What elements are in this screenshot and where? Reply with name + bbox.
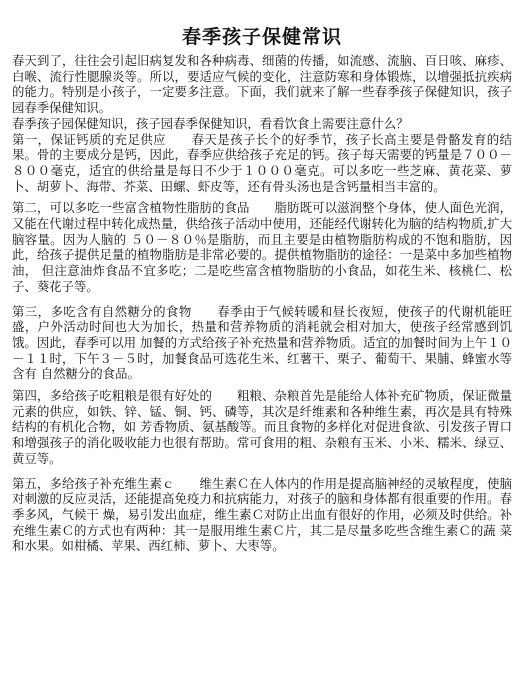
paragraph-natural-sugar: 第三，多吃含有自然糖分的食物 春季由于气候转暖和昼长夜短，使孩子的代谢机能旺盛，户外活动时间也大为加长，热量和营养物质的消耗就会相对加大，使孩子经常感到饥饿。因此，春季可以用 加餐的方式给孩子补充热量和营养物质。适宜的加餐时间为上午１０－１１时，下午３－５时，加餐食品可选花生米、红薯干、栗子、葡萄干、果脯、蜂蜜水等含有 自然糖分的食品。 bbox=[12, 303, 512, 382]
paragraph-summary-question: 春季孩子园保健知识，孩子园春季保健知识，看看饮食上需要注意什么？ bbox=[12, 115, 409, 131]
paragraph-calcium: 第一，保证钙质的充足供应 春天是孩子长个的好季节，孩子长高主要是骨骼发育的结果。骨的主要成分是钙，因此，春季应供给孩子充足的钙。孩子每天需要的钙量是７００－８００毫克，适宜的供给量是每日不少于１０００毫克。可以多吃一些芝麻、黄花菜、萝卜、胡萝卜、海带、芥菜、田螺、虾皮等，还有骨头汤也是含钙量相当丰富的。 bbox=[12, 131, 512, 194]
paragraph-coarse-grains: 第四，多给孩子吃粗粮是很有好处的 粗粮、杂粮首先是能给人体补充矿物质，保证微量元素的供应，如铁、锌、锰、铜、钙、磷等，其次是纤维素和各种维生素，再次是具有特殊结构的有机化合物，如 芳香物质、氨基酸等。而且食物的多样化对促进食欲、引发孩子胃口和增强孩子的消化吸收能力也很有帮助。常可食用的粗、杂粮有玉米、小米、糯米、绿豆、黄豆等。 bbox=[12, 388, 512, 466]
paragraph-vitamin-c: 第五，多给孩子补充维生素ｃ 维生素Ｃ在人体内的作用是提高脑神经的灵敏程度，使脑对刺激的反应灵活，还能提高免疫力和抗病能力，对孩子的脑和身体都有很重要的作用。春季多风，气候干 燥，易引发出血症，维生素Ｃ对防止出血有很好的作用，必须及时供给。补充维生素Ｃ的方式也有两种：其一是服用维生素Ｃ片，其二是尽量多吃些含维生素Ｃ的蔬 菜和水果。如柑橘、苹果、西红柿、萝卜、大枣等。 bbox=[12, 475, 512, 554]
paragraph-intro: 春天到了，往往会引起旧病复发和各种病毒、细菌的传播，如流感、流脑、百日咳、麻疹、白喉、流行性腮腺炎等。所以，要适应气候的变化，注意防寒和身体锻炼，以增强抵抗疾病的能力。特别是小孩子，一定要多注意。下面，我们就来了解一些春季孩子保健知识，孩子园春季保健知识。 bbox=[12, 53, 512, 116]
paragraph-plant-fat: 第二，可以多吃一些富含植物性脂肪的食品 脂肪既可以滋润整个身体，使人面色光润，又能在代谢过程中转化成热量，供给孩子活动中使用，还能经代谢转化为脑的结构物质,扩大脑容量。因为人脑的 ５０－８０％是脂肪，而且主要是由植物脂肪构成的不饱和脂肪，因此，给孩子提供足量的植物脂肪是非常必要的。提供植物脂肪的途径：一是菜中多加些植物油， 但注意油炸食品不宜多吃；二是吃些富含植物脂肪的小食品，如花生米、核桃仁、松子、葵花子等。 bbox=[12, 200, 512, 294]
document-title: 春季孩子保健常识 bbox=[181, 26, 342, 48]
